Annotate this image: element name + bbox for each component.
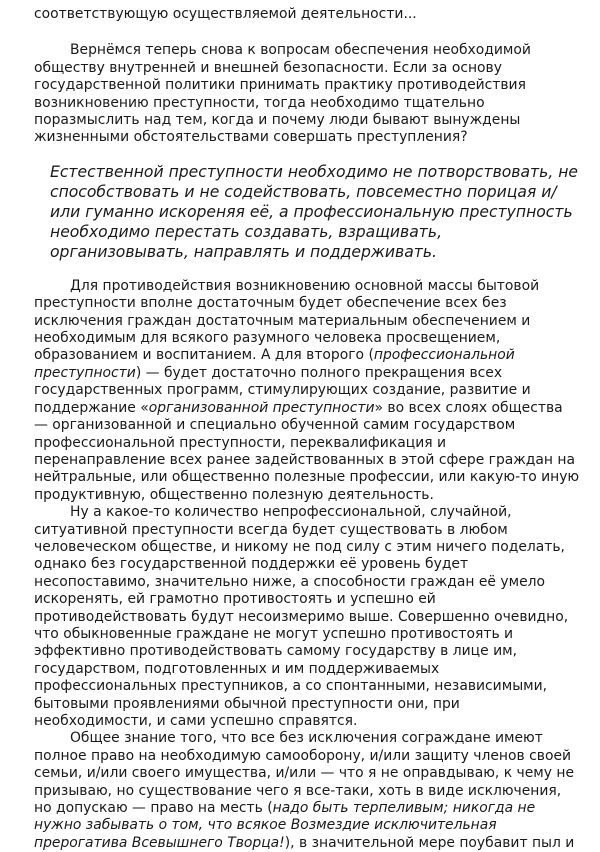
paragraph-situational-crime: Ну а какое-то количество непрофессиональной, случайной, ситуативной преступности всегда будет существовать в любом человеческом обществе, и никому не под силу с этим ничего поделать, однако без государственной поддержки её уровень будет несопоставимо, значительно ниже, а способности граждан её умело искоренять, ей грамотно противостоять и успешно ей противодействовать будут несоизмеримо выше. Совершенно очевидно, что обыкновенные граждане не могут успешно противостоять и эффективно противодействовать самому государству в лице им, государством, подготовленных и им поддерживаемых профессиональных преступников, а со спонтанными, независимыми, бытовыми проявлениями обычной преступности они, при необходимости, и сами успешно справятся. bbox=[34, 504, 569, 729]
paragraph-security: Вернёмся теперь снова к вопросам обеспечения необходимой обществу внутренней и внешней безопасности. Если за основу государственной политики принимать практику противодействия возникновению преступности, тогда необходимо тщательно поразмыслить над тем, когда и почему люди бывают вынуждены жизненными обстоятельствами совершать преступления? bbox=[34, 42, 531, 146]
paragraph-counteraction bbox=[34, 278, 580, 504]
italic-remark: надо быть терпеливым; никогда не нужно забывать о том, что всякое Возмездие исключительная прерогатива Всевышнего Творца! bbox=[34, 800, 536, 851]
paragraph-text: » во всех слоях общества — организованной и специально обученной самим государством профессиональной преступности, переквалификация и перенаправление всех ранее задействованных в этой сфере граждан на нейтральные, или общественно полезные профессии, или какую-то иную продуктивную, общественно полезную деятельность. bbox=[34, 399, 580, 503]
paragraph-text: Для противодействия возникновению основной массы бытовой преступности вполне достаточным будет обеспечение всех без исключения граждан достаточным материальным обеспечением и необходимым для всякого разумного человека просвещением, образованием и воспитанием. А для второго ( bbox=[34, 277, 540, 364]
document-page bbox=[34, 6, 580, 852]
highlighted-quote: Естественной преступности необходимо не потворствовать, не способствовать и не содействовать, повсеместно порицая и/или гуманно искореняя её, а профессиональную преступность необходимо перестать создавать, взращивать, организовывать, направлять и поддерживать. bbox=[50, 162, 579, 261]
paragraph-text: ), в значительной мере поубавит пыл и bbox=[284, 834, 575, 851]
paragraph-text: Общее знание того, что все без исключения сограждане имеют полное право на необходимую самооборону, и/или защиту членов своей семьи, и/или своего имущества, и/или — что я не оправдываю, к чему не призываю, но существование чего я все-таки, хоть в виде исключения, но допускаю — право на месть ( bbox=[34, 730, 575, 817]
italic-term: организованной преступности bbox=[148, 399, 375, 416]
italic-term: профессиональной преступности bbox=[34, 347, 515, 381]
paragraph-continuation: соответствующую осуществляемой деятельности... bbox=[34, 6, 417, 22]
paragraph-text: ) — будет достаточно полного прекращения всех государственных программ, стимулирующих создание, развитие и поддержание « bbox=[34, 364, 531, 416]
paragraph-self-defense bbox=[34, 730, 580, 852]
